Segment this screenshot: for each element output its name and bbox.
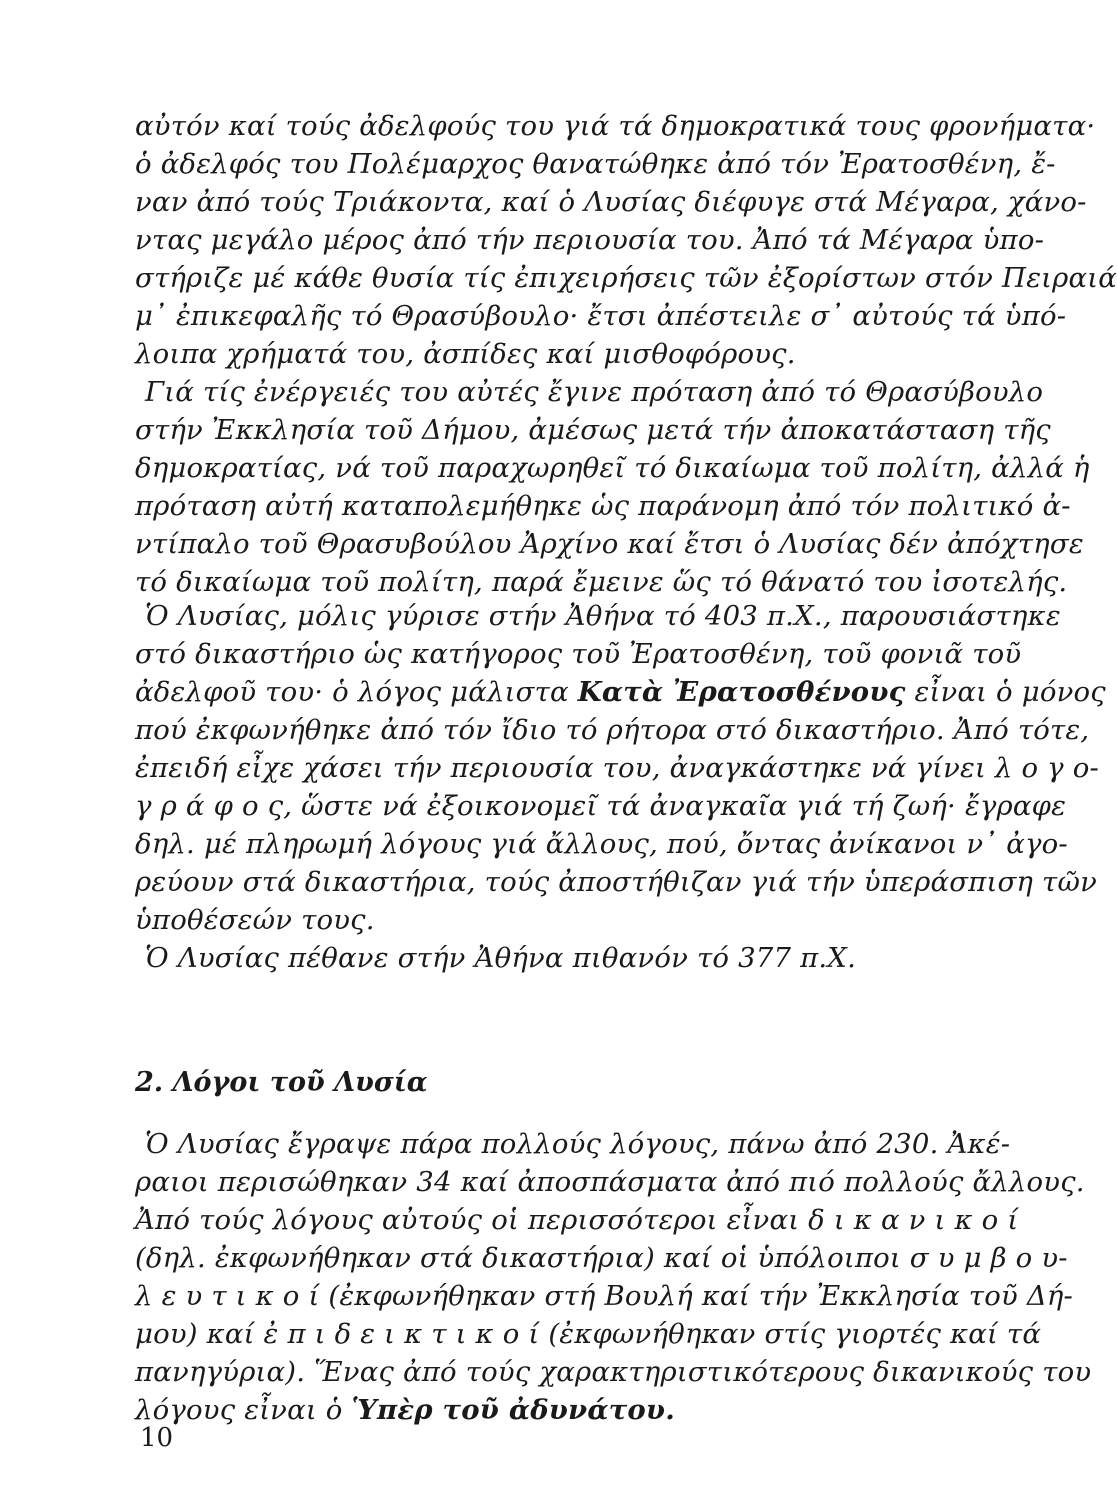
text-line: ὁ ἀδελφός του Πολέμαρχος θανατώθηκε ἀπό τόν Ἐρατοσθένη, ἔ- bbox=[135, 148, 1056, 180]
text-line-with-bold-title bbox=[135, 1392, 973, 1428]
text-line: λ ε υ τ ι κ ο ί (ἐκφωνήθηκαν στή Βουλή καί τήν Ἐκκλησία τοῦ Δή- bbox=[135, 1280, 1074, 1312]
text-line: ρεύουν στά δικαστήρια, τούς ἀποστήθιζαν γιά τήν ὑπεράσπιση τῶν bbox=[135, 866, 1097, 898]
text-line: γ ρ ά φ ο ς, ὥστε νά ἐξοικονομεῖ τά ἀναγκαῖα γιά τή ζωή· ἔγραφε bbox=[135, 790, 1067, 822]
text-line: μ᾿ ἐπικεφαλῆς τό Θρασύβουλο· ἔτσι ἀπέστειλε σ᾿ αὐτούς τά ὑπό- bbox=[135, 300, 1067, 332]
section-heading: 2. Λόγοι τοῦ Λυσία bbox=[135, 1067, 428, 1098]
text-line: λοιπα χρήματά του, ἀσπίδες καί μισθοφόρους. bbox=[135, 338, 796, 370]
text-line: ναν ἀπό τούς Τριάκοντα, καί ὁ Λυσίας διέφυγε στά Μέγαρα, χάνο- bbox=[135, 186, 1087, 218]
speech-title-bold: Ὑπὲρ τοῦ ἀδυνάτου. bbox=[351, 1394, 675, 1426]
text-line: αὐτόν καί τούς ἀδελφούς του γιά τά δημοκρατικά τους φρονήματα· bbox=[135, 110, 1096, 142]
text-line: Ὁ Λυσίας πέθανε στήν Ἀθήνα πιθανόν τό 377 π.Χ. bbox=[145, 942, 857, 974]
speech-title-bold: Κατὰ Ἐρατοσθένους bbox=[577, 676, 906, 708]
text-line: στήν Ἐκκλησία τοῦ Δήμου, ἀμέσως μετά τήν ἀποκατάσταση τῆς bbox=[135, 414, 1051, 446]
text-line: μου) καί ἐ π ι δ ε ι κ τ ι κ ο ί (ἐκφωνήθηκαν στίς γιορτές καί τά bbox=[135, 1318, 1042, 1350]
text-line: Ὁ Λυσίας, μόλις γύρισε στήν Ἀθήνα τό 403 π.Χ., παρουσιάστηκε bbox=[145, 600, 1061, 632]
text-line: δημοκρατίας, νά τοῦ παραχωρηθεῖ τό δικαίωμα τοῦ πολίτη, ἀλλά ἡ bbox=[135, 452, 1090, 484]
text-line: Ὁ Λυσίας ἔγραψε πάρα πολλούς λόγους, πάνω ἀπό 230. Ἀκέ- bbox=[145, 1128, 1011, 1160]
text-line: ραιοι περισώθηκαν 34 καί ἀποσπάσματα ἀπό πιό πολλούς ἄλλους. bbox=[135, 1166, 1085, 1198]
page-number: 10 bbox=[140, 1423, 174, 1453]
text-line: ἐπειδή εἶχε χάσει τήν περιουσία του, ἀναγκάστηκε νά γίνει λ ο γ ο- bbox=[135, 752, 1100, 784]
text-line: πανηγύρια). Ἕνας ἀπό τούς χαρακτηριστικότερους δικανικούς του bbox=[135, 1356, 1092, 1388]
text-line: Ἀπό τούς λόγους αὐτούς οἱ περισσότεροι εἶναι δ ι κ α ν ι κ ο ί bbox=[135, 1204, 1019, 1236]
text-line-with-bold-title bbox=[135, 674, 1106, 710]
text-line: Γιά τίς ἐνέργειές του αὐτές ἔγινε πρόταση ἀπό τό Θρασύβουλο bbox=[145, 376, 1044, 408]
text-line: πού ἐκφωνήθηκε ἀπό τόν ἴδιο τό ρήτορα στό δικαστήριο. Ἀπό τότε, bbox=[135, 714, 1090, 746]
text-line: ὑποθέσεών τους. bbox=[135, 904, 375, 936]
text-line: δηλ. μέ πληρωμή λόγους γιά ἄλλους, πού, ὄντας ἀνίκανοι ν᾿ ἀγο- bbox=[135, 828, 1068, 860]
text-line: ντίπαλο τοῦ Θρασυβούλου Ἀρχίνο καί ἔτσι ὁ Λυσίας δέν ἀπόχτησε bbox=[135, 528, 1084, 560]
text-line: στό δικαστήριο ὡς κατήγορος τοῦ Ἐρατοσθένη, τοῦ φονιᾶ τοῦ bbox=[135, 638, 1022, 670]
text-line: (δηλ. ἐκφωνήθηκαν στά δικαστήρια) καί οἱ ὑπόλοιποι σ υ μ β ο υ- bbox=[135, 1242, 1068, 1274]
text-line: τό δικαίωμα τοῦ πολίτη, παρά ἔμεινε ὥς τό θάνατό του ἰσοτελής. bbox=[135, 566, 1068, 598]
text-line: ντας μεγάλο μέρος ἀπό τήν περιουσία του. Ἀπό τά Μέγαρα ὑπο- bbox=[135, 224, 1045, 256]
text-line: στήριζε μέ κάθε θυσία τίς ἐπιχειρήσεις τῶν ἐξορίστων στόν Πειραιά bbox=[135, 262, 1117, 294]
text-segment: εἶναι ὁ μόνος bbox=[905, 676, 1106, 708]
text-line: πρόταση αὐτή καταπολεμήθηκε ὡς παράνομη ἀπό τόν πολιτικό ἀ- bbox=[135, 490, 1071, 522]
text-segment: ἀδελφοῦ του· ὁ λόγος μάλιστα bbox=[135, 676, 578, 708]
text-segment: λόγους εἶναι ὁ bbox=[135, 1394, 352, 1426]
